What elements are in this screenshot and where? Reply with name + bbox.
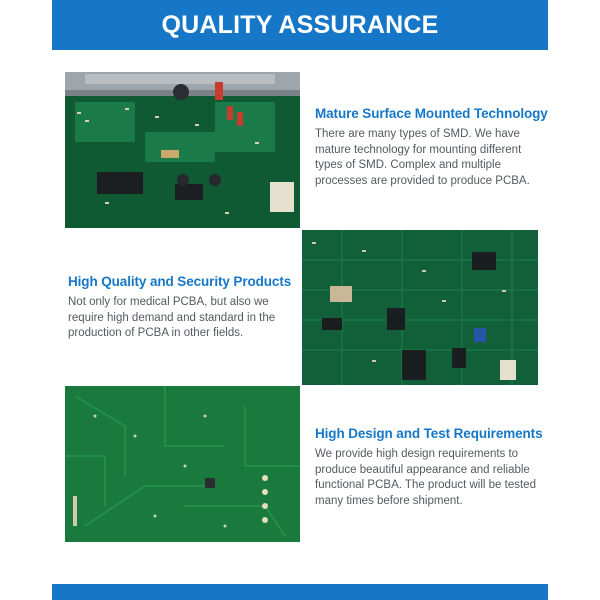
design-test-section-body: We provide high design requirements to produce beautiful appearance and reliable functional PCBA. The product will be tested many times before shipment. <box>315 448 536 507</box>
page-title: QUALITY ASSURANCE <box>161 10 439 39</box>
smt-section-title: Mature Surface Mounted Technology <box>315 106 548 121</box>
smt-section-body: There are many types of SMD. We have mature technology for mounting different types of SMD. Complex and multiple processes are provided to produce PCBA. <box>315 128 530 187</box>
design-test-section-title: High Design and Test Requirements <box>315 426 543 441</box>
pcb-smd-closeup-photo <box>302 230 538 385</box>
security-section-title: High Quality and Security Products <box>68 274 292 289</box>
pcb-assembly-photo <box>65 72 300 228</box>
security-section <box>68 274 293 342</box>
footer-bar <box>52 584 548 600</box>
green-pcb-board-photo <box>65 386 300 542</box>
page-header <box>52 0 548 50</box>
security-section-body: Not only for medical PCBA, but also we require high demand and standard in the production of PCBA in other fields. <box>68 296 276 339</box>
smt-section <box>315 106 547 189</box>
design-test-section <box>315 426 547 509</box>
